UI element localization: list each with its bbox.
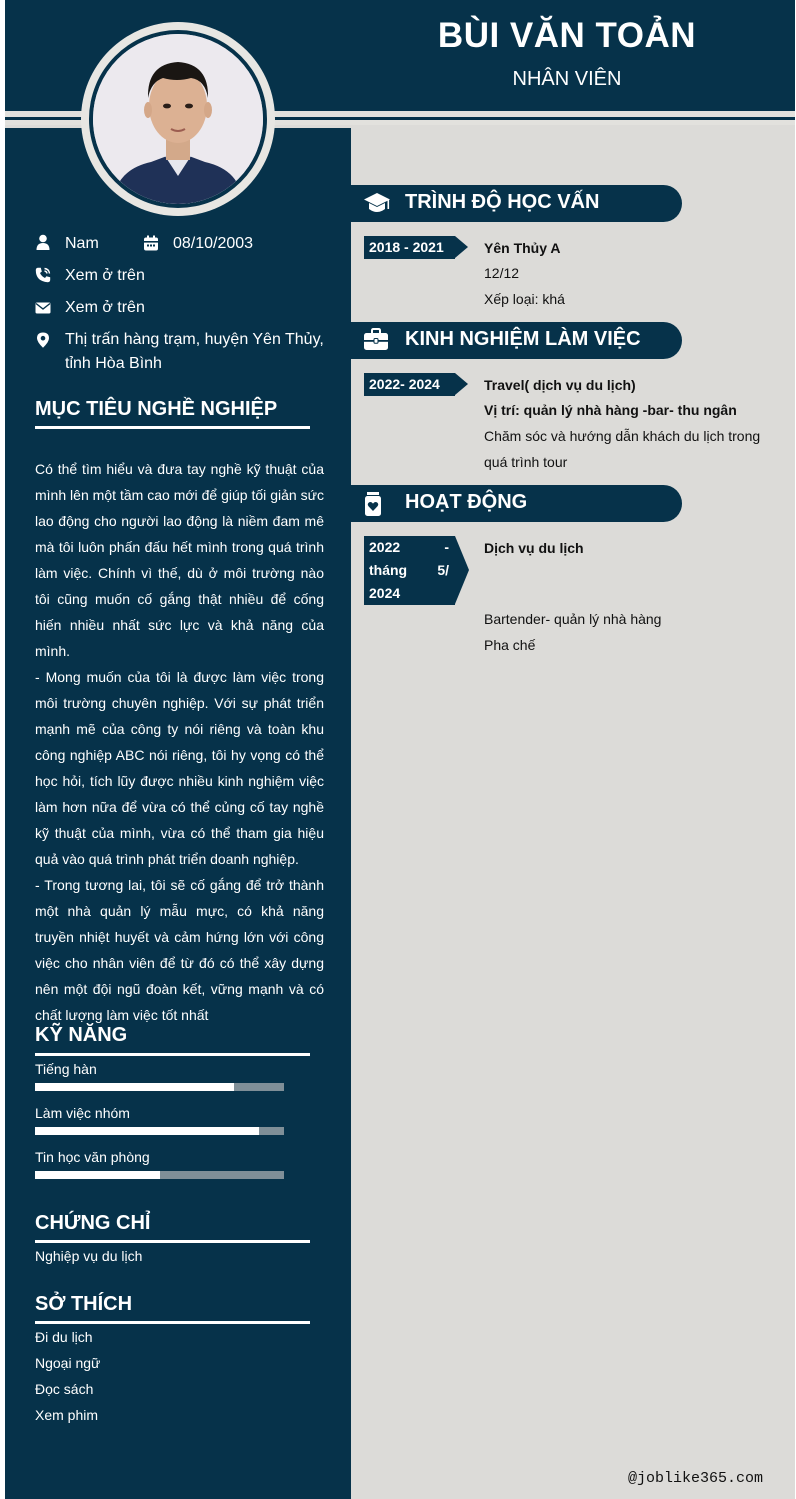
objective-paragraph: Có thể tìm hiểu và đưa tay nghề kỹ thuật của mình lên một tầm cao mới để giúp tối giản sức lao động cho người lao động là niềm đam mê mà tôi luôn phấn đấu hết mình trong quá trình làm việc. Chính vì thế, dù ở môi trường nào tôi cũng muốn cố gắng thật nhiều để cống hiến nhiều nhất sức lực và khả năng của mình. bbox=[35, 461, 324, 659]
briefcase-icon bbox=[363, 328, 389, 352]
activity-line: Pha chế bbox=[484, 637, 536, 653]
skill-label: Tiếng hàn bbox=[35, 1061, 97, 1077]
period-arrow bbox=[455, 236, 468, 258]
email: Xem ở trên bbox=[65, 299, 145, 316]
hobbies-title: SỞ THÍCH bbox=[35, 1293, 133, 1315]
hobby-item: Ngoại ngữ bbox=[35, 1355, 101, 1371]
activities-period: 2022 - tháng 5/ 2024 bbox=[364, 536, 455, 605]
watermark-text: @joblike365.com bbox=[628, 1470, 764, 1487]
section-rule bbox=[35, 1240, 310, 1243]
activity-line: Bartender- quản lý nhà hàng bbox=[484, 611, 662, 627]
candidate-name: BÙI VĂN TOẢN bbox=[437, 16, 697, 55]
skill-bar bbox=[35, 1127, 284, 1135]
hobby-item: Xem phim bbox=[35, 1407, 99, 1423]
skill-bar-fill bbox=[35, 1127, 259, 1135]
envelope-icon bbox=[35, 300, 51, 316]
education-grade: 12/12 bbox=[484, 265, 520, 281]
experience-position: Vị trí: quản lý nhà hàng -bar- thu ngân bbox=[484, 402, 737, 418]
period-arrow bbox=[455, 536, 469, 604]
objective-paragraph: - Trong tương lai, tôi sẽ cố gắng để trở thành một nhà quản lý mẫu mực, có khả năng truyền nhiệt huyết và cảm hứng lớn với công việc cho nhân viên để từ đó có thể xây dựng nên một đội ngũ đoàn kết, vững mạnh và có chất lượng làm việc tốt nhất bbox=[35, 877, 324, 1023]
address-line-2: tỉnh Hòa Bình bbox=[65, 355, 162, 372]
sidebar bbox=[5, 128, 351, 1499]
experience-period: 2022- 2024 bbox=[364, 373, 455, 396]
phone-icon bbox=[35, 267, 51, 283]
skills-title: KỸ NĂNG bbox=[35, 1024, 128, 1046]
section-rule bbox=[35, 1053, 310, 1056]
section-rule bbox=[35, 426, 310, 429]
address-line-1: Thị trấn hàng trạm, huyện Yên Thủy, bbox=[65, 331, 324, 348]
activities-title: HOẠT ĐỘNG bbox=[405, 491, 528, 513]
skill-bar bbox=[35, 1171, 284, 1179]
experience-title: KINH NGHIỆM LÀM VIỆC bbox=[405, 328, 641, 350]
period-arrow bbox=[455, 373, 468, 395]
education-period: 2018 - 2021 bbox=[364, 236, 455, 259]
experience-desc: Chăm sóc và hướng dẫn khách du lịch trong bbox=[484, 428, 761, 444]
map-pin-icon bbox=[35, 332, 51, 348]
education-rank: Xếp loại: khá bbox=[484, 291, 565, 307]
calendar-icon bbox=[143, 235, 159, 251]
education-header bbox=[351, 185, 682, 222]
certificates-title: CHỨNG CHỈ bbox=[35, 1212, 151, 1234]
skill-bar-fill bbox=[35, 1171, 160, 1179]
cv-page bbox=[5, 0, 795, 1499]
skill-bar-fill bbox=[35, 1083, 234, 1091]
activities-header bbox=[351, 485, 682, 522]
experience-header bbox=[351, 322, 682, 359]
skill-label: Tin học văn phòng bbox=[35, 1149, 150, 1165]
phone: Xem ở trên bbox=[65, 267, 145, 284]
objective-text bbox=[35, 456, 324, 1028]
experience-desc: quá trình tour bbox=[484, 454, 568, 470]
hobby-item: Đi du lịch bbox=[35, 1329, 93, 1345]
gender: Nam bbox=[65, 235, 99, 252]
objective-title: MỤC TIÊU NGHỀ NGHIỆP bbox=[35, 398, 278, 420]
birthday: 08/10/2003 bbox=[173, 235, 254, 252]
education-school: Yên Thủy A bbox=[484, 240, 561, 256]
objective-paragraph: - Mong muốn của tôi là được làm việc trong môi trường chuyên nghiệp. Với sự phát triển mạnh mẽ của công ty nói riêng và toàn khu công nghiệp ABC nói riêng, tôi hy vọng có thể học hỏi, tích lũy được nhiều kinh nghiệm việc làm hơn nữa để vừa có thể củng cố tay nghề kỹ thuật của mình, vừa có thể tham gia hiệu quả vào quá trình phát triển doanh nghiệp. bbox=[35, 669, 324, 867]
experience-company: Travel( dịch vụ du lịch) bbox=[484, 377, 636, 393]
hobby-item: Đọc sách bbox=[35, 1381, 94, 1397]
heart-jar-icon bbox=[363, 491, 383, 517]
skill-label: Làm việc nhóm bbox=[35, 1105, 130, 1121]
portrait-photo bbox=[93, 34, 263, 204]
avatar bbox=[93, 34, 263, 204]
education-title: TRÌNH ĐỘ HỌC VẤN bbox=[405, 191, 600, 213]
candidate-role: NHÂN VIÊN bbox=[512, 68, 622, 90]
section-rule bbox=[35, 1321, 310, 1324]
skill-bar bbox=[35, 1083, 284, 1091]
certificate-item: Nghiệp vụ du lịch bbox=[35, 1248, 143, 1264]
graduation-cap-icon bbox=[363, 191, 391, 217]
activity-org: Dịch vụ du lịch bbox=[484, 540, 584, 556]
person-icon bbox=[35, 234, 51, 250]
